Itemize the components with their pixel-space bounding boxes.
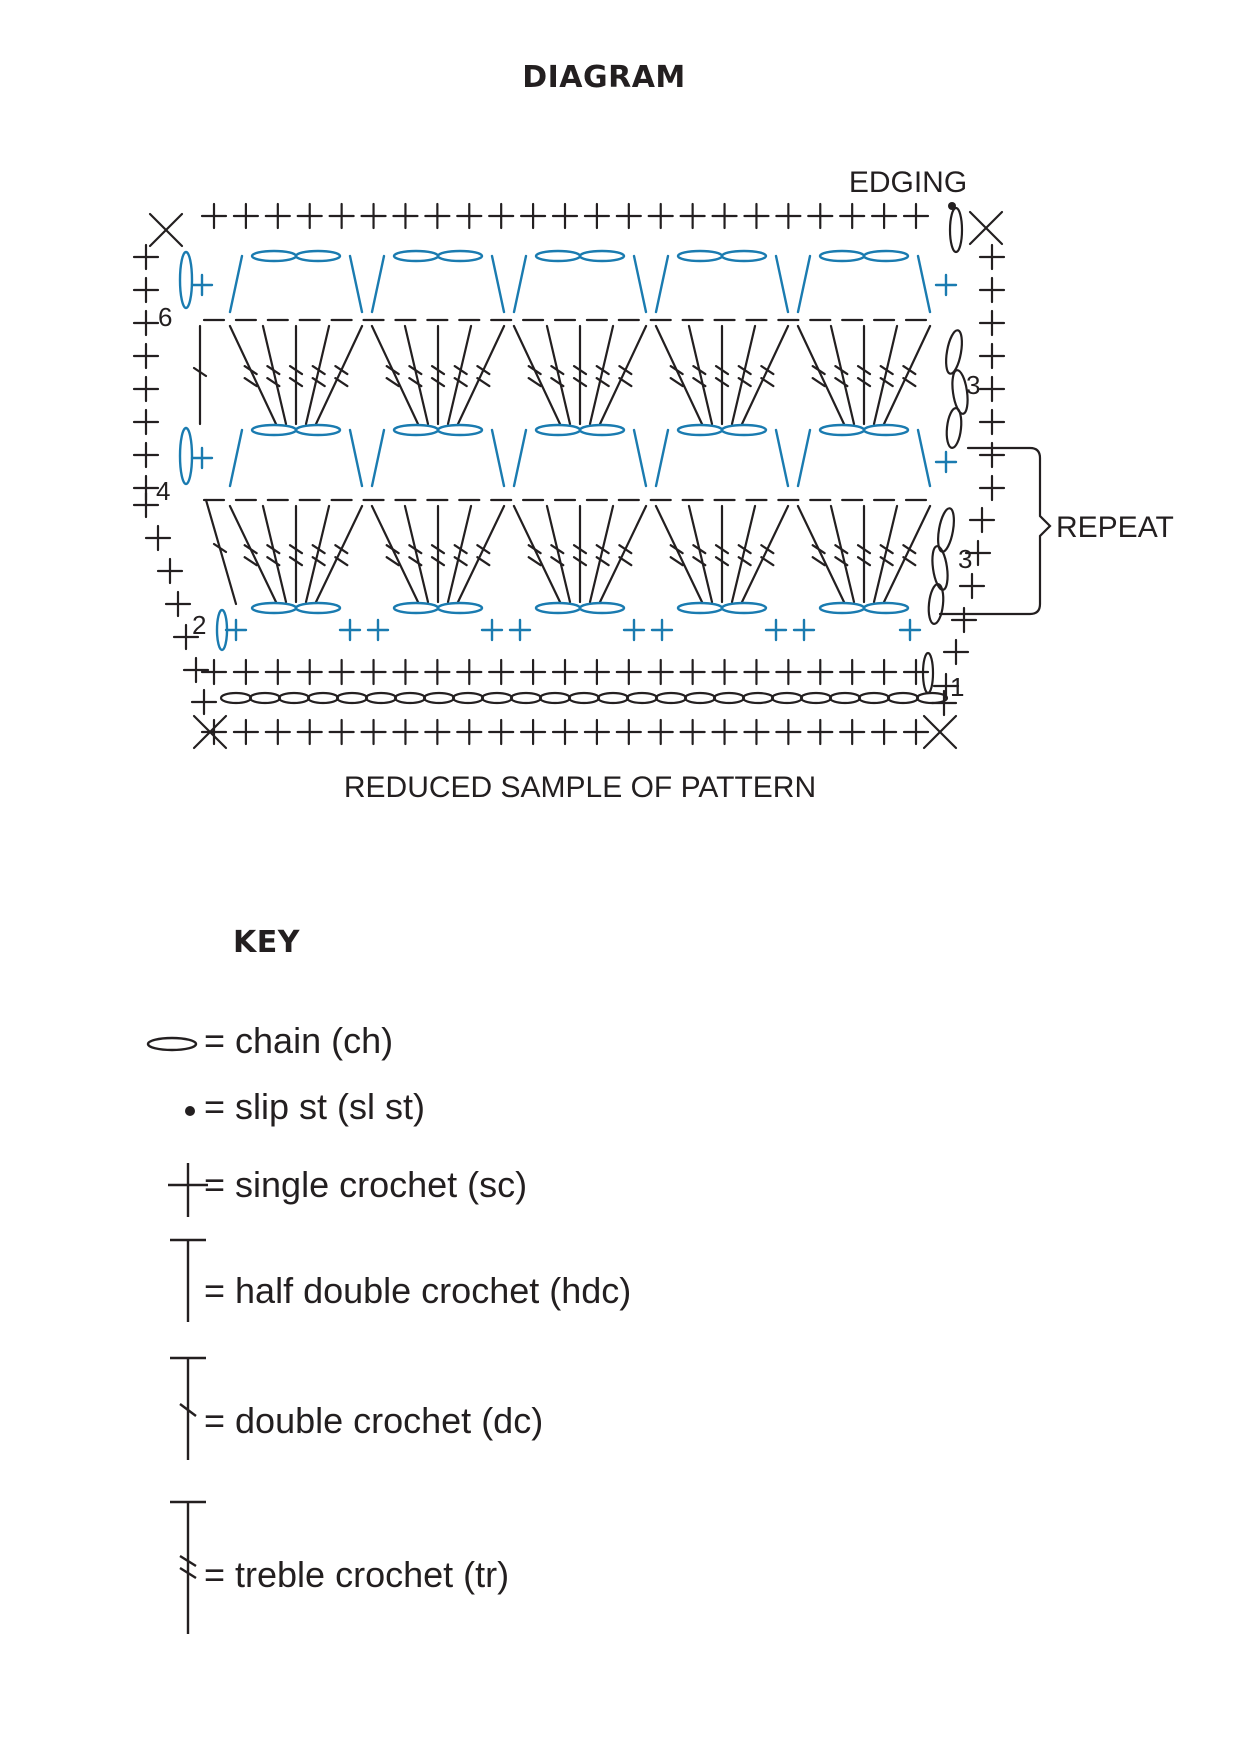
row-number-5: 3 — [958, 544, 973, 574]
single-crochet-icon — [140, 1150, 210, 1220]
key-label-double-crochet: = double crochet (dc) — [204, 1400, 544, 1441]
row-number-2: 2 — [192, 610, 207, 640]
crochet-chart — [0, 0, 1252, 820]
key-label-single-crochet: = single crochet (sc) — [204, 1164, 528, 1205]
edging-label: EDGING — [848, 166, 968, 199]
half-double-crochet-icon — [140, 1236, 210, 1326]
diagram-title: DIAGRAM — [522, 60, 686, 95]
double-crochet-icon — [140, 1354, 210, 1464]
key-title: KEY — [233, 925, 300, 960]
row-number-1: 1 — [950, 672, 965, 702]
diagram-caption: REDUCED SAMPLE OF PATTERN — [343, 771, 817, 804]
slip-stitch-icon — [140, 1078, 210, 1138]
row-number-4: 4 — [156, 476, 171, 506]
key-label-slip-stitch: = slip st (sl st) — [204, 1086, 426, 1127]
repeat-label: REPEAT — [1056, 511, 1174, 544]
key-label-treble-crochet: = treble crochet (tr) — [204, 1554, 510, 1595]
row-number-3: 3 — [966, 370, 981, 400]
key-label-chain: = chain (ch) — [204, 1020, 394, 1061]
key-label-half-double-crochet: = half double crochet (hdc) — [204, 1270, 632, 1311]
row-number-6: 6 — [158, 302, 173, 332]
chain-icon — [140, 1012, 210, 1072]
treble-crochet-icon — [140, 1498, 210, 1638]
